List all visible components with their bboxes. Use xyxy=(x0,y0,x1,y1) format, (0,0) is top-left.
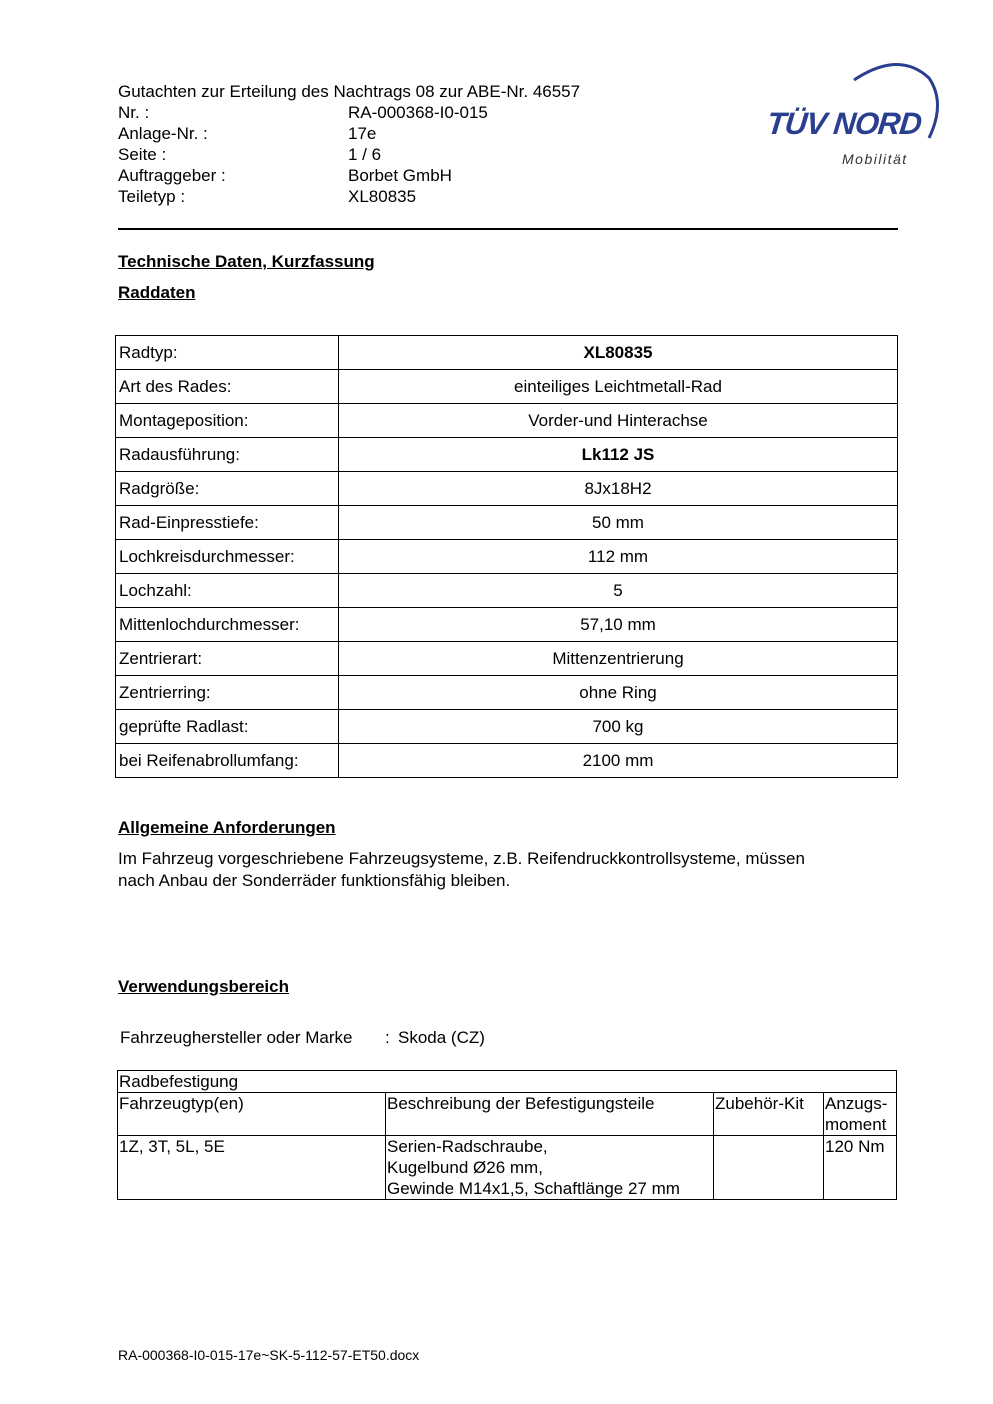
row-value: Lk112 JS xyxy=(339,438,898,472)
row-label: Montageposition: xyxy=(116,404,339,438)
row-value: einteiliges Leichtmetall-Rad xyxy=(339,370,898,404)
paragraph-line: nach Anbau der Sonderräder funktionsfähig bleiben. xyxy=(118,871,511,890)
row-label: Lochzahl: xyxy=(116,574,339,608)
table-row xyxy=(116,404,898,438)
row-label: bei Reifenabrollumfang: xyxy=(116,744,339,778)
wheel-fixing-table xyxy=(117,1070,897,1200)
document-title: Gutachten zur Erteilung des Nachtrags 08 zur ABE-Nr. 46557 xyxy=(118,82,581,101)
section-allgemeine-anforderungen: Allgemeine Anforderungen xyxy=(118,818,336,837)
row-value: ohne Ring xyxy=(339,676,898,710)
row-value: 8Jx18H2 xyxy=(339,472,898,506)
logo-subtitle: Mobilität xyxy=(842,151,908,167)
row-value: 5 xyxy=(339,574,898,608)
table-row xyxy=(116,506,898,540)
maker-label: Fahrzeughersteller oder Marke xyxy=(120,1028,353,1047)
row-value: 50 mm xyxy=(339,506,898,540)
row-label: Zentrierring: xyxy=(116,676,339,710)
logo-brand: TÜV NORD xyxy=(765,106,923,141)
table-row xyxy=(116,438,898,472)
section-technische-daten: Technische Daten, Kurzfassung xyxy=(118,252,375,271)
row-value: 2100 mm xyxy=(339,744,898,778)
header-value: RA-000368-I0-015 xyxy=(348,103,488,122)
table-row xyxy=(116,710,898,744)
desc-line: Gewinde M14x1,5, Schaftlänge 27 mm xyxy=(387,1179,680,1198)
row-label: Radtyp: xyxy=(116,336,339,370)
row-value: 700 kg xyxy=(339,710,898,744)
cell-description xyxy=(386,1136,714,1200)
table-row xyxy=(116,608,898,642)
row-value: 57,10 mm xyxy=(339,608,898,642)
table-row xyxy=(116,336,898,370)
table-row xyxy=(116,472,898,506)
table-row xyxy=(116,540,898,574)
row-label: Lochkreisdurchmesser: xyxy=(116,540,339,574)
row-value: Mittenzentrierung xyxy=(339,642,898,676)
table-caption: Radbefestigung xyxy=(118,1071,897,1093)
section-verwendungsbereich: Verwendungsbereich xyxy=(118,977,289,996)
header-label: Seite : xyxy=(118,145,167,164)
row-label: Radausführung: xyxy=(116,438,339,472)
header-beschreibung: Beschreibung der Befestigungsteile xyxy=(386,1093,714,1136)
header-value: XL80835 xyxy=(348,187,417,206)
header-line: moment xyxy=(825,1115,887,1134)
desc-line: Kugelbund Ø26 mm, xyxy=(387,1158,543,1177)
footer-filename: RA-000368-I0-015-17e~SK-5-112-57-ET50.docx xyxy=(118,1347,420,1363)
header-label: Teiletyp : xyxy=(118,187,186,206)
paragraph-line: Im Fahrzeug vorgeschriebene Fahrzeugsysteme, z.B. Reifendruckkontrollsysteme, müssen xyxy=(118,849,805,868)
header-label: Auftraggeber : xyxy=(118,166,226,185)
row-label: Zentrierart: xyxy=(116,642,339,676)
row-label: geprüfte Radlast: xyxy=(116,710,339,744)
row-label: Rad-Einpresstiefe: xyxy=(116,506,339,540)
header-label: Anlage-Nr. : xyxy=(118,124,208,143)
table-row xyxy=(116,370,898,404)
header-value: 17e xyxy=(348,124,377,143)
table-row xyxy=(116,744,898,778)
desc-line: Serien-Radschraube, xyxy=(387,1137,548,1156)
row-value: XL80835 xyxy=(339,336,898,370)
header-line: Anzugs- xyxy=(825,1094,888,1113)
header-label: Nr. : xyxy=(118,103,150,122)
header-fahrzeugtyp: Fahrzeugtyp(en) xyxy=(118,1093,386,1136)
allgemeine-paragraph xyxy=(118,848,898,892)
row-label: Mittenlochdurchmesser: xyxy=(116,608,339,642)
table-caption-row xyxy=(118,1071,897,1093)
table-row xyxy=(118,1136,897,1200)
header-value: 1 / 6 xyxy=(348,145,382,164)
vehicle-maker xyxy=(120,1028,485,1048)
table-row xyxy=(116,642,898,676)
maker-separator: : xyxy=(385,1028,390,1047)
wheel-data-table xyxy=(115,335,898,778)
maker-value: Skoda (CZ) xyxy=(398,1028,485,1047)
header-field-teiletyp xyxy=(118,186,898,207)
row-value: Vorder-und Hinterachse xyxy=(339,404,898,438)
table-header-row xyxy=(118,1093,897,1136)
row-label: Radgröße: xyxy=(116,472,339,506)
header-value: Borbet GmbH xyxy=(348,166,452,185)
section-raddaten: Raddaten xyxy=(118,283,196,302)
row-label: Art des Rades: xyxy=(116,370,339,404)
table-row xyxy=(116,676,898,710)
cell-kit xyxy=(714,1136,824,1200)
cell-types: 1Z, 3T, 5L, 5E xyxy=(118,1136,386,1200)
cell-torque: 120 Nm xyxy=(824,1136,897,1200)
header-divider xyxy=(118,228,898,230)
header-zubehoer-kit: Zubehör-Kit xyxy=(714,1093,824,1136)
row-value: 112 mm xyxy=(339,540,898,574)
header-anzugsmoment xyxy=(824,1093,897,1136)
table-row xyxy=(116,574,898,608)
tuv-nord-logo xyxy=(764,58,944,173)
